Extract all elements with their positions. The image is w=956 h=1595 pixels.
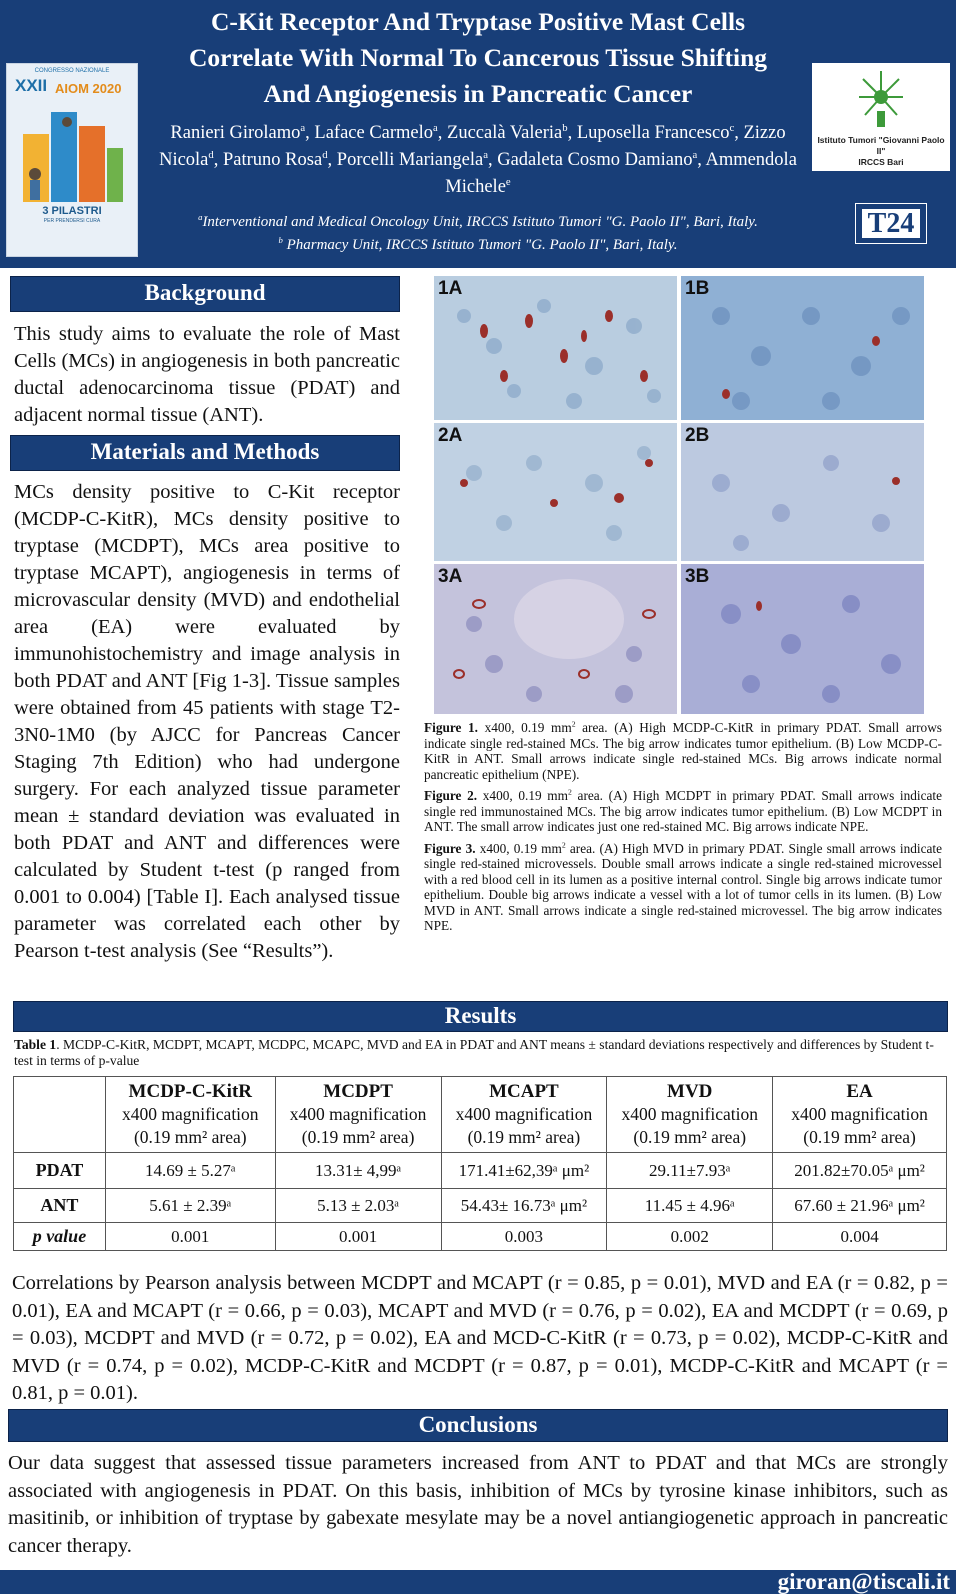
methods-text: MCs density positive to C-Kit receptor (MCDP-C-KitR), MCs density positive to tryptase (MCDPT), MCs area positive to tryptase MCAPT), angiogenesis in terms of microvascular density (MVD) and endothelial area (EA) were evaluated by immunohistochemistry and image analysis in both PDAT and ANT [Fig 1-3]. Tissue samples were obtained from 45 patients with stage T2-3N0-1M0 (by AJCC for Pancreas Cancer Staging 7th Edition) who had undergone surgery. For each analyzed tissue parameter mean ± standard deviation was evaluated in both PDAT and ANT and differences were calculated by Student t-test (p ranged from 0.001 to 0.004) [Table I]. Each analysed tissue parameter was correlated each other by Pearson t-test analysis (See “Results”). — [14, 481, 400, 962]
table-cell: 0.004 — [773, 1223, 947, 1251]
aiom-congress-logo — [6, 63, 138, 257]
tissue-stain-pattern — [434, 276, 677, 420]
affiliation-mark: b — [562, 121, 568, 134]
table-cell: 13.31± 4,99ᵃ — [275, 1153, 441, 1189]
affiliation-mark: e — [505, 175, 511, 188]
figure-caption: Figure 3. x400, 0.19 $mm^2$ area. (A) High MVD in primary PDAT. Single small arrows indicate single red-stained microvessels. Double small arrows indicate a single red-stained microvessel with a red blood cell in its lumen as a positive internal control. Single big arrows indicate tumor epithelium. Double big arrows indicate a vessel with a lot of tumor cells in its lumen. (B) Low MVD in ANT. Small arrows indicate a single red-stained microvessel. The big arrow indicates NPE. — [424, 840, 942, 933]
figure-caption: Figure 2. x400, 0.19 $mm^2$ area. (A) High MCDPT in primary PDAT. Small arrows indicate single red immunostained MCs. The big arrow indicates tumor epithelium. (B) Low MCDPT in ANT. The small arrow indicates just one red-stained MC. Big arrows indicate NPE. — [424, 787, 943, 834]
micrograph-panel — [434, 276, 677, 420]
conclusions-text: Our data suggest that assessed tissue parameters increased from ANT to PDAT and that MCs are strongly associated with angiogenesis in PDAT. On this basis, inhibition of MCs by tyrosine kinase inhibitors, such as masitinib, or inhibition of tryptase by gabexate mesylate may be a novel antiangiogenetic approach in pancreatic cancer therapy. — [8, 1452, 948, 1557]
poster-title — [150, 4, 806, 112]
panel-label: 2B — [685, 425, 710, 446]
table-cell: 11.45 ± 4.96ᵃ — [607, 1189, 773, 1223]
table-row-header: p value — [14, 1223, 106, 1251]
results-table — [13, 1076, 947, 1251]
panel-label: 1B — [685, 278, 710, 299]
author-name: Ranieri Girolamo — [170, 123, 301, 143]
author-list: Ranieri Girolamo$^a$, Laface Carmelo$^a$, Zuccalà Valeria$^b$, Luposella Francesco$^c$, Zizzo Nicola$^d$, Patruno Rosa$^d$, Porcelli Mariangela$^a$, Gadaleta Cosmo Damiano$^a$, Ammendola Michele$^e$ — [159, 121, 797, 197]
micrograph-panel — [681, 564, 924, 714]
logo-text: CONGRESSO NAZIONALE — [34, 68, 110, 74]
affiliation-mark: b — [278, 235, 283, 245]
istituto-tumori-logo — [812, 63, 950, 171]
books-illustration — [17, 104, 127, 202]
micrograph-panel — [681, 423, 924, 561]
title-line: C-Kit Receptor And Tryptase Positive Mast Cells — [210, 7, 746, 36]
tissue-stain-pattern — [434, 564, 677, 714]
table-column-header: MCAPT x400 magnification (0.19 mm² area) — [441, 1077, 607, 1153]
table-column-header: MCDPT x400 magnification (0.19 mm² area) — [275, 1077, 441, 1153]
affiliation-mark: a — [300, 121, 306, 134]
table-caption: Table 1. MCDP-C-KitR, MCDPT, MCAPT, MCDPC, MCAPC, MVD and EA in PDAT and ANT means ± standard deviations respectively and differences by Student t-test in terms of p-value — [14, 1037, 934, 1068]
methods-heading: Materials and Methods — [10, 435, 400, 471]
table-cell: 54.43± 16.73ᵃ μm² — [441, 1189, 607, 1223]
table-column-header: EA x400 magnification (0.19 mm² area) — [773, 1077, 947, 1153]
affiliation-text: Interventional and Medical Oncology Unit, IRCCS Istituto Tumori "G. Paolo II", Bari, Italy. — [202, 214, 758, 230]
tissue-stain-pattern — [681, 423, 924, 561]
table-cell: 29.11±7.93ᵃ — [607, 1153, 773, 1189]
panel-label: 3A — [438, 566, 463, 587]
table-column-header: MVD x400 magnification (0.19 mm² area) — [607, 1077, 773, 1153]
tissue-stain-pattern — [681, 564, 924, 714]
table-row-header: PDAT — [14, 1153, 106, 1189]
author-name: Patruno Rosa — [223, 150, 323, 170]
logo-text: PER PRENDERSI CURA — [43, 218, 101, 224]
affiliation-mark: a — [433, 121, 438, 134]
results-heading: Results — [13, 1001, 948, 1032]
table-cell: 0.002 — [607, 1223, 773, 1251]
affiliation-mark: d — [322, 148, 328, 161]
affiliation-mark: a — [198, 212, 203, 222]
tissue-stain-pattern — [681, 276, 924, 420]
tissue-stain-pattern — [434, 423, 677, 561]
logo-text: AIOM 2020 — [55, 81, 122, 96]
background-text: This study aims to evaluate the role of Mast Cells (MCs) in angiogenesis in both pancreatic ductal adenocarcinoma tissue (PDAT) and adjacent normal tissue (ANT). — [14, 323, 400, 426]
table-column-header: MCDP-C-KitR x400 magnification (0.19 mm² area) — [105, 1077, 275, 1153]
table-row — [14, 1153, 947, 1189]
table-cell: 0.003 — [441, 1223, 607, 1251]
author-name: Laface Carmelo — [314, 123, 434, 143]
table-row — [14, 1223, 947, 1251]
figure-caption: Figure 1. x400, 0.19 $mm^2$ area. (A) High MCDP-C-KitR in primary PDAT. Small arrows indicate single red-stained MCs. The big arrow indicates tumor epithelium. (B) Low MCDP-C-KitR in ANT. Small arrows indicate single red-stained MCs. Big arrows indicate normal pancreatic epithelium (NPE). — [424, 719, 942, 782]
correlations-text: Correlations by Pearson analysis between MCDPT and MCAPT (r = 0.85, p = 0.01), MVD and EA (r = 0.82, p = 0.01), EA and MCAPT (r = 0.66, p = 0.03), MCAPT and MVD (r = 0.76, p = 0.02), EA and MCDPT (r = 0.69, p = 0.03), MCDPT and MVD (r = 0.72, p = 0.02), EA and MCD-C-KitR (r = 0.73, p = 0.02), MCDP-C-KitR and MVD (r = 0.74, p = 0.02), MCDP-C-KitR and MCDPT (r = 0.87, p = 0.01), MCDP-C-KitR and MCAPT (r = 0.81, p = 0.01). — [12, 1272, 948, 1404]
affiliation-mark: d — [208, 148, 214, 161]
figure-captions — [424, 720, 942, 940]
table-row — [14, 1189, 947, 1223]
panel-label: 1A — [438, 278, 463, 299]
table-cell: 14.69 ± 5.27ᵃ — [105, 1153, 275, 1189]
panel-label: 3B — [685, 566, 710, 587]
table-cell: 5.13 ± 2.03ᵃ — [275, 1189, 441, 1223]
table-cell: 171.41±62,39ᵃ μm² — [441, 1153, 607, 1189]
title-line: Correlate With Normal To Cancerous Tissue Shifting — [188, 43, 768, 72]
logo-text: 3 PILASTRI — [42, 205, 102, 217]
table-cell: 0.001 — [105, 1223, 275, 1251]
affiliation-mark: a — [692, 148, 698, 161]
contact-email[interactable]: giroran@tiscali.it — [777, 1569, 950, 1594]
micrograph-figure-grid — [434, 276, 924, 714]
conclusions-heading: Conclusions — [8, 1409, 948, 1442]
poster-code-badge: T24 — [860, 207, 922, 240]
table-cell: 67.60 ± 21.96ᵃ μm² — [773, 1189, 947, 1223]
micrograph-panel — [434, 423, 677, 561]
author-name: Porcelli Mariangela — [336, 150, 484, 170]
author-name: Zuccalà Valeria — [447, 123, 563, 143]
table-row-header: ANT — [14, 1189, 106, 1223]
table-cell: 0.001 — [275, 1223, 441, 1251]
table-corner-cell — [14, 1077, 106, 1153]
table-cell: 5.61 ± 2.39ᵃ — [105, 1189, 275, 1223]
logo-text: XXII — [15, 76, 48, 95]
micrograph-panel — [681, 276, 924, 420]
table-header-row — [14, 1077, 947, 1153]
table-cell: 201.82±70.05ᵃ μm² — [773, 1153, 947, 1189]
micrograph-panel — [434, 564, 677, 714]
author-name: Luposella Francesco — [576, 123, 730, 143]
author-name: Ammendola Michele — [445, 150, 797, 197]
title-line: And Angiogenesis in Pancreatic Cancer — [263, 79, 693, 108]
affiliations — [150, 211, 806, 257]
affiliation-mark: c — [729, 121, 735, 134]
affiliation-mark: a — [483, 148, 488, 161]
author-name: Gadaleta Cosmo Damiano — [497, 150, 693, 170]
institute-name: Istituto Tumori "Giovanni Paolo II" IRCCS Bari — [817, 135, 945, 167]
affiliation-text: Pharmacy Unit, IRCCS Istituto Tumori "G. Paolo II", Bari, Italy. — [286, 237, 678, 253]
panel-label: 2A — [438, 425, 463, 446]
institute-emblem-icon — [856, 67, 906, 129]
author-name: Zizzo Nicola — [159, 123, 786, 170]
background-heading: Background — [10, 276, 400, 312]
